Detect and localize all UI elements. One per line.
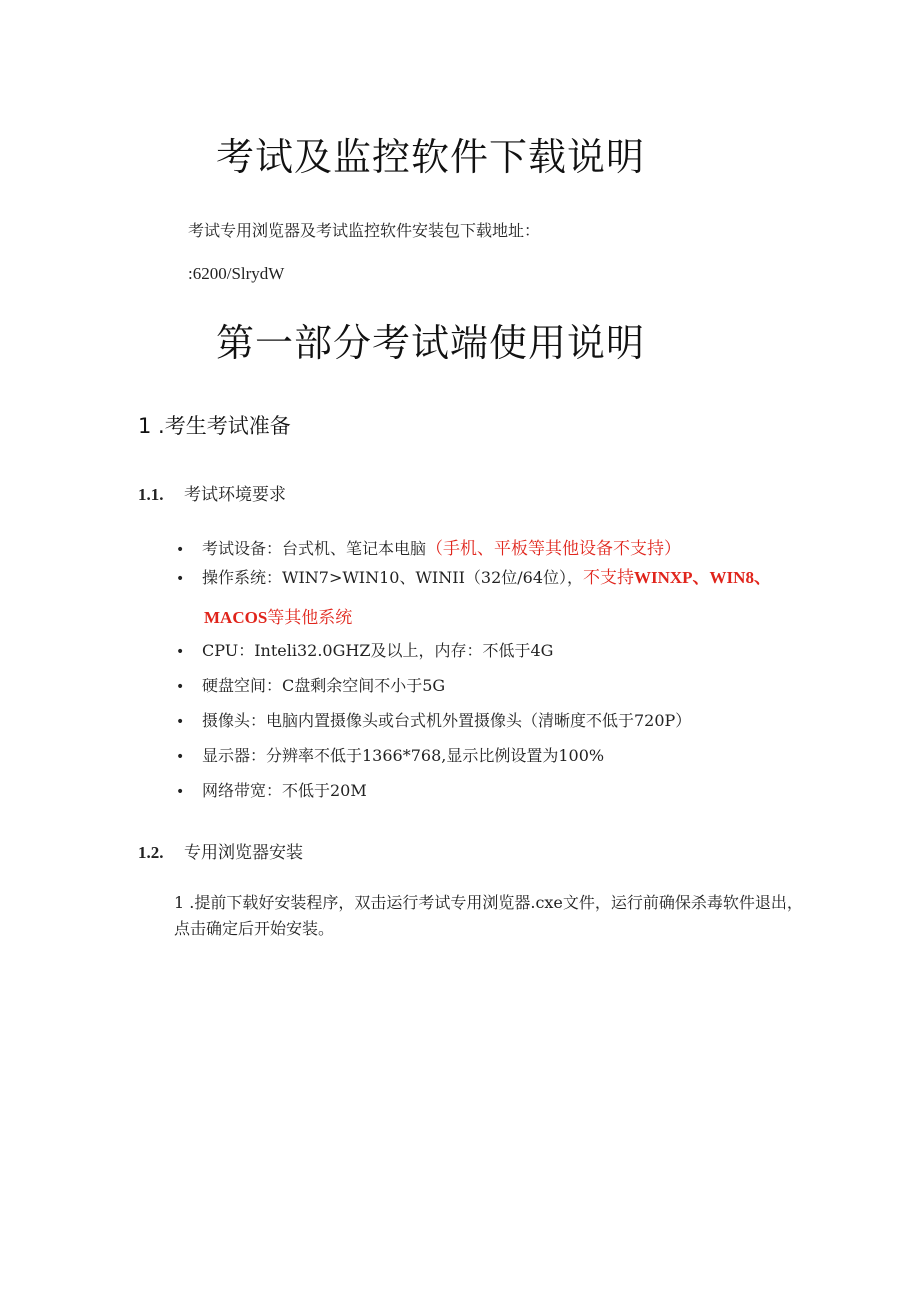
bullet-dot-icon: • bbox=[176, 542, 185, 558]
bullet-dot-icon: • bbox=[176, 679, 185, 695]
part1-title: 第一部分考试端使用说明 bbox=[216, 321, 646, 365]
bullet-text: 显示器：分辨率不低于1366*768,显示比例设置为100% bbox=[202, 746, 605, 765]
bullet-cpu bbox=[176, 638, 553, 661]
bullet-network bbox=[176, 778, 367, 801]
subsection-label: 专用浏览器安装 bbox=[184, 843, 303, 863]
subsection-heading-1-2 bbox=[138, 838, 303, 863]
bullet-camera bbox=[176, 708, 691, 731]
subsection-heading-1-1 bbox=[138, 480, 286, 505]
subsection-label: 考试环境要求 bbox=[184, 485, 286, 505]
bullet-dot-icon: • bbox=[176, 714, 185, 730]
bullet-dot-icon: • bbox=[176, 571, 185, 587]
bullet-warning-bold: MACOS bbox=[204, 608, 268, 627]
bullet-warning: 不支持 bbox=[583, 568, 634, 588]
subsection-number: 1.1. bbox=[138, 485, 164, 504]
section-heading-1: 1 .考生考试准备 bbox=[138, 414, 291, 438]
bullet-text: 网络带宽：不低于20M bbox=[202, 781, 367, 800]
bullet-disk bbox=[176, 673, 445, 696]
bullet-dot-icon: • bbox=[176, 644, 185, 660]
bullet-os bbox=[176, 563, 771, 588]
subsection-number: 1.2. bbox=[138, 843, 164, 862]
bullet-dot-icon: • bbox=[176, 784, 185, 800]
bullet-dot-icon: • bbox=[176, 749, 185, 765]
install-step-1: 1 .提前下载好安装程序，双击运行考试专用浏览器.cxe文件，运行前确保杀毒软件退出，点击确定后开始安装。 bbox=[174, 893, 803, 938]
download-url: :6200/SlrydW bbox=[188, 264, 285, 283]
bullet-display bbox=[176, 743, 604, 766]
bullet-os-continued bbox=[204, 603, 352, 628]
bullet-text: 硬盘空间：C盘剩余空间不小于5G bbox=[202, 676, 446, 695]
document-title: 考试及监控软件下载说明 bbox=[216, 135, 646, 179]
bullet-warning: 等其他系统 bbox=[267, 608, 353, 628]
bullet-text: 摄像头：电脑内置摄像头或台式机外置摄像头（清晰度不低于720P） bbox=[202, 711, 692, 730]
bullet-warning: （手机、平板等其他设备不支持） bbox=[426, 539, 682, 559]
bullet-text: CPU：Inteli32.0GHZ及以上，内存：不低于4G bbox=[202, 641, 554, 660]
download-intro: 考试专用浏览器及考试监控软件安装包下载地址： bbox=[188, 221, 541, 240]
bullet-text: 考试设备：台式机、笔记本电脑 bbox=[202, 539, 427, 558]
bullet-device bbox=[176, 534, 681, 559]
bullet-text: 操作系统：WIN7>WIN10、WINII（32位/64位）， bbox=[202, 568, 583, 587]
bullet-warning-bold: WINXP、WIN8、 bbox=[634, 568, 771, 587]
